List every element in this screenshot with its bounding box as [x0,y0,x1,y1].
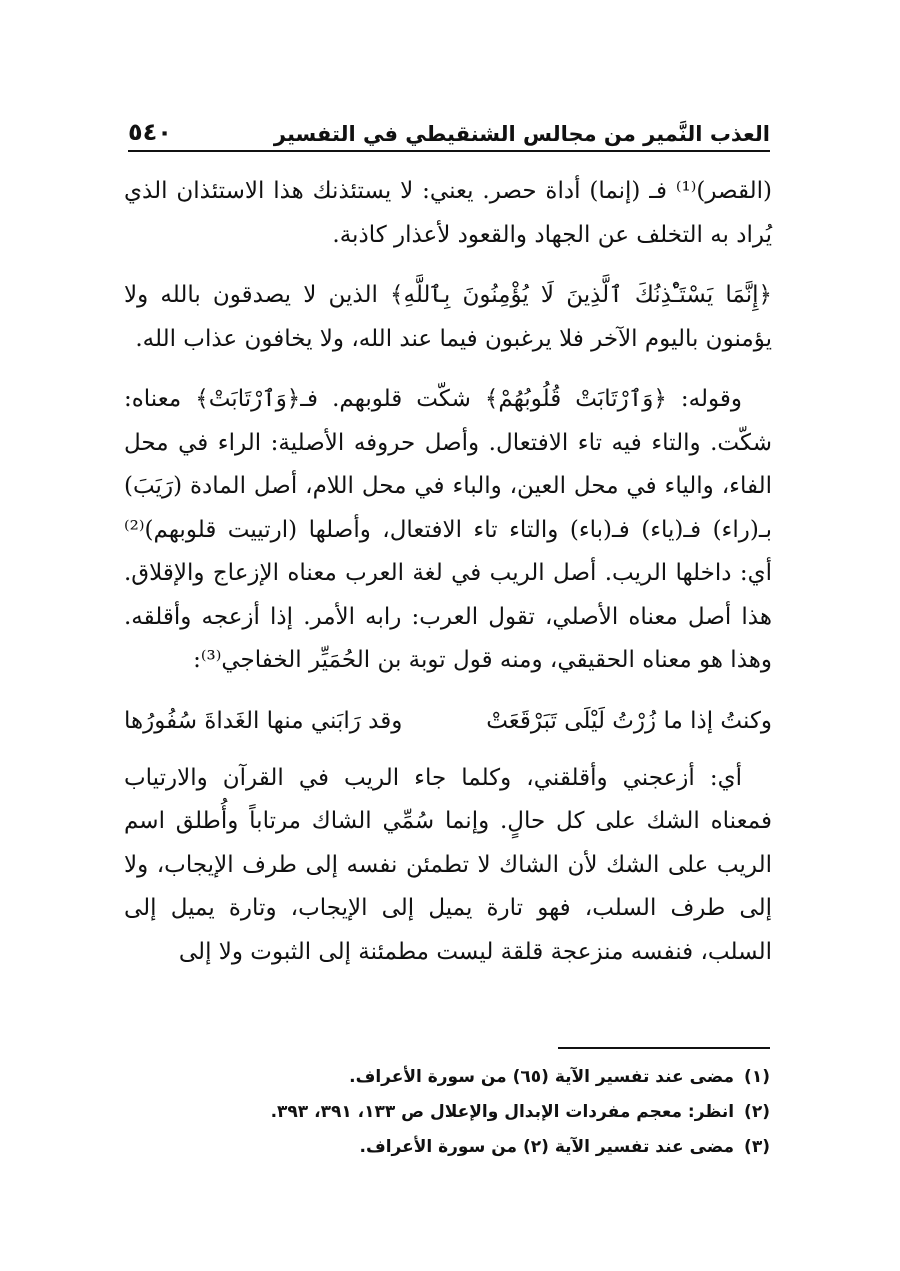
footnote-text: مضى عند تفسير الآية (٢) من سورة الأعراف. [359,1137,735,1157]
footnote-item [130,1095,770,1130]
paragraph-1: (القصر)⁽¹⁾ فـ (إنما) أداة حصر. يعني: لا يستئذنك هذا الاستئذان الذي يُراد به التخلف عن الجهاد والقعود لأعذار كاذبة. [124,178,772,248]
paragraph-4: أي: أزعجني وأقلقني، وكلما جاء الريب في القرآن والارتياب فمعناه الشك على كل حالٍ. وإنما سُمِّي الشاك مرتاباً وأُطلق اسم الريب على الشك لأن الشاك لا تطمئن نفسه إلى طرف الإيجاب، ولا إلى طرف السلب، فهو تارة يميل إلى الإيجاب، وتارة يميل إلى السلب، فنفسه منزعجة قلقة ليست مطمئنة إلى الثبوت ولا إلى [124,764,772,965]
main-text [124,170,772,974]
paragraph-2: ﴿إِنَّمَا يَسْتَـْٔذِنُكَ ٱلَّذِينَ لَا يُؤْمِنُونَ بِٱللَّهِ﴾ الذين لا يصدقون بالله ولا يؤمنون باليوم الآخر فلا يرغبون فيما عند الله، ولا يخافون عذاب الله. [124,282,772,352]
footnote-number: (٢) [744,1102,770,1122]
running-title: العذب النَّمير من مجالس الشنقيطي في التفسير [273,122,770,146]
verse-second-hemistich: وقد رَابَني منها الغَداةَ سُفُورُها [124,707,403,734]
page-number: ٥٤٠ [128,118,172,146]
footnote-divider [558,1047,770,1049]
poetry-verse [124,699,772,743]
footnote-text: انظر: معجم مفردات الإبدال والإعلال ص ١٣٣، ٣٩١، ٣٩٣. [270,1102,735,1122]
footnotes [130,1060,770,1165]
footnote-item [130,1060,770,1095]
page-header [128,106,770,152]
footnote-text: مضى عند تفسير الآية (٦٥) من سورة الأعراف. [349,1067,735,1087]
footnote-number: (٣) [744,1137,770,1157]
verse-first-hemistich: وكنتُ إذا ما زُرْتُ لَيْلَى تَبَرْقَعَتْ [486,707,772,734]
paragraph-3: وقوله: ﴿وَٱرْتَابَتْ قُلُوبُهُمْ﴾ شكّت قلوبهم. فـ﴿وَٱرْتَابَتْ﴾ معناه: شكّت. والتاء فيه تاء الافتعال. وأصل حروفه الأصلية: الراء في محل الفاء، والياء في محل العين، والباء في محل اللام، أصل المادة (رَيَبَ) بـ(راء) فـ(ياء) فـ(باء) والتاء تاء الافتعال، وأصلها (ارتييت قلوبهم)⁽²⁾ أي: داخلها الريب. أصل الريب في لغة العرب معناه الإزعاج والإقلاق. هذا أصل معناه الأصلي، تقول العرب: رابه الأمر. إذا أزعجه وأقلقه. وهذا هو معناه الحقيقي، ومنه قول توبة بن الحُمَيِّر الخفاجي⁽³⁾: [124,386,772,673]
footnote-item [130,1130,770,1165]
footnote-number: (١) [744,1067,770,1087]
